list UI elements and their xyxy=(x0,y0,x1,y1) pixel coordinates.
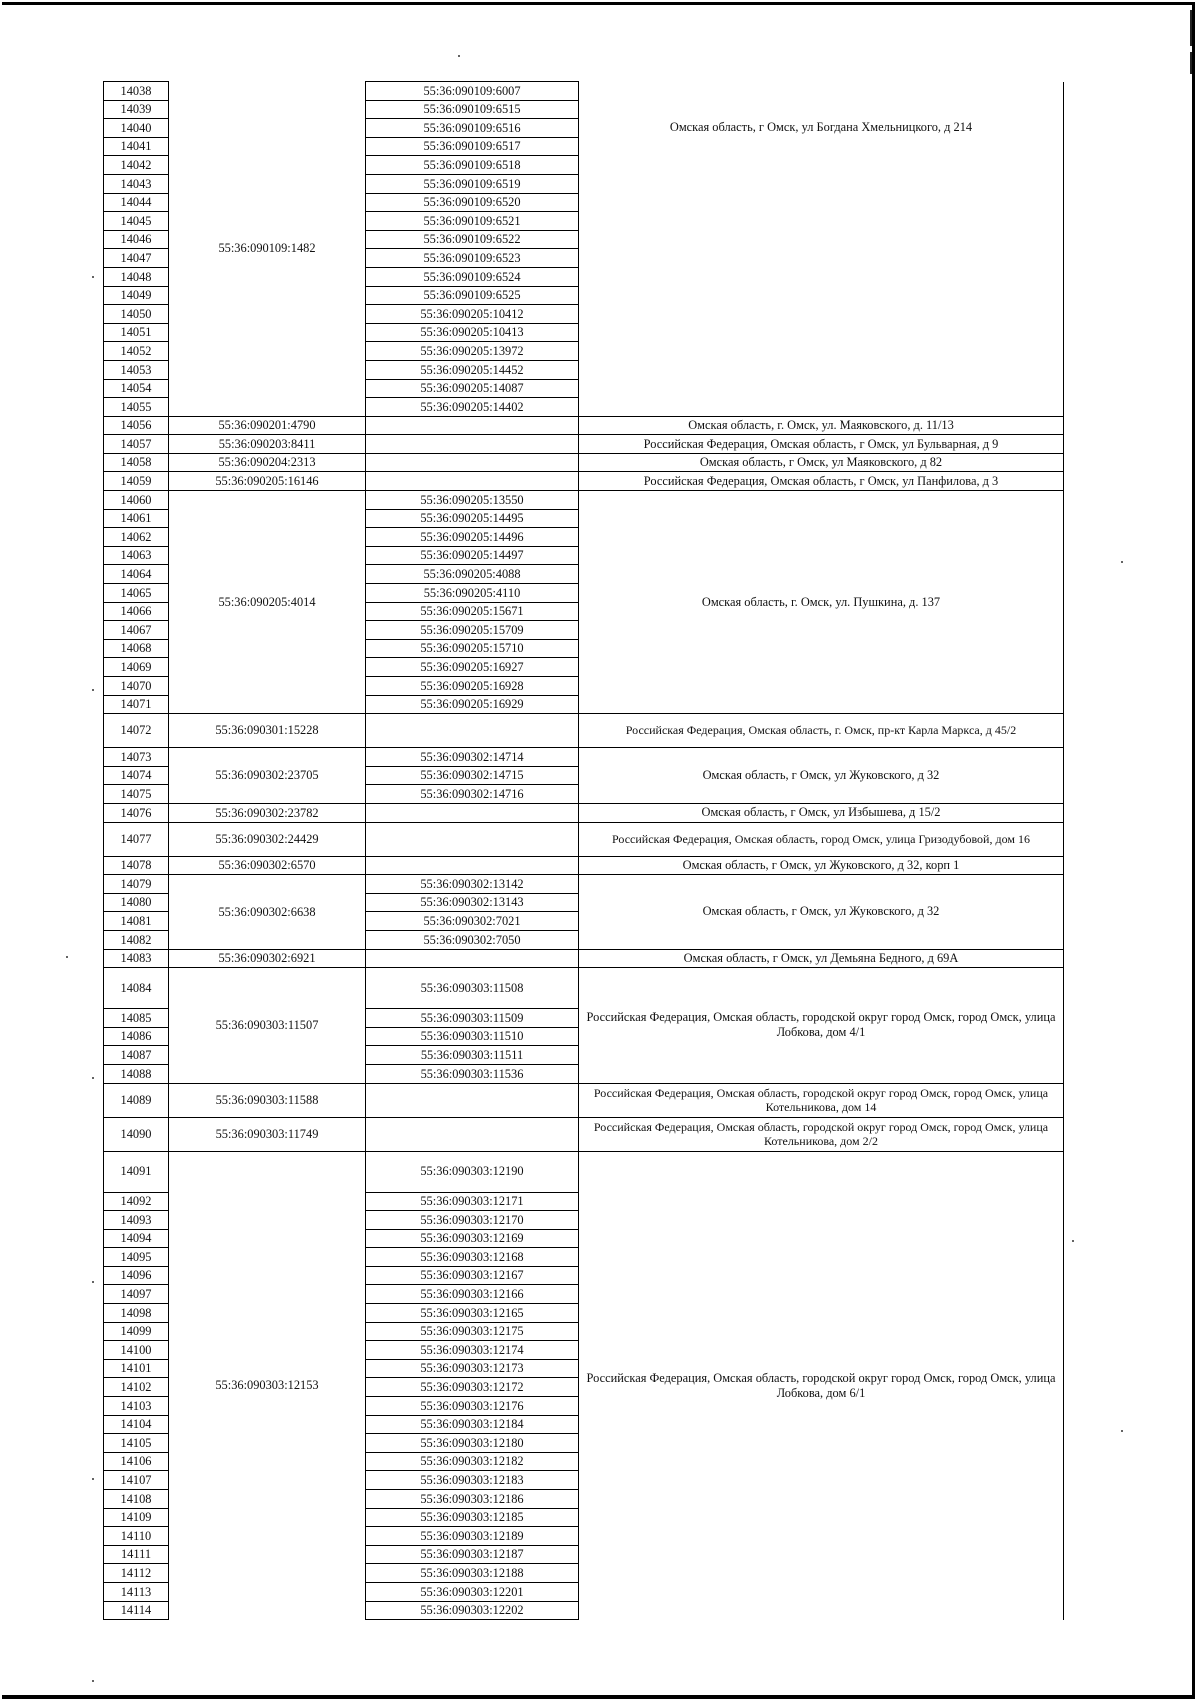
cadastral-number-cell: 55:36:090303:11507 xyxy=(169,968,366,1083)
object-cadastral-number-cell: 55:36:090303:12175 xyxy=(366,1322,579,1341)
row-number-cell: 14085 xyxy=(104,1009,169,1028)
row-number-cell: 14046 xyxy=(104,230,169,249)
object-cadastral-number-cell: 55:36:090303:11510 xyxy=(366,1027,579,1046)
row-number-cell: 14091 xyxy=(104,1151,169,1192)
row-number-cell: 14103 xyxy=(104,1397,169,1416)
row-number-cell: 14080 xyxy=(104,893,169,912)
row-number-cell: 14104 xyxy=(104,1415,169,1434)
cadastral-register-table xyxy=(103,81,1064,1620)
object-cadastral-number-cell: 55:36:090109:6517 xyxy=(366,137,579,156)
object-cadastral-number-cell: 55:36:090303:12188 xyxy=(366,1564,579,1583)
object-cadastral-number-cell: 55:36:090303:12187 xyxy=(366,1545,579,1564)
row-number-cell: 14100 xyxy=(104,1341,169,1360)
row-number-cell: 14059 xyxy=(104,472,169,491)
object-cadastral-number-cell: 55:36:090205:15671 xyxy=(366,602,579,621)
cadastral-number-cell: 55:36:090109:1482 xyxy=(218,241,316,256)
object-cadastral-number-cell: 55:36:090109:6522 xyxy=(366,230,579,249)
row-number-cell: 14111 xyxy=(104,1545,169,1564)
object-cadastral-number-cell: 55:36:090303:12174 xyxy=(366,1341,579,1360)
row-number-cell: 14081 xyxy=(104,912,169,931)
row-number-cell: 14093 xyxy=(104,1211,169,1230)
row-number-cell: 14105 xyxy=(104,1434,169,1453)
row-number-cell: 14038 xyxy=(104,82,169,101)
table-row xyxy=(104,822,1064,856)
table-row xyxy=(104,1117,1064,1151)
address-cell: Омская область, г Омск, ул Жуковского, д 32 xyxy=(579,875,1064,949)
row-number-cell: 14108 xyxy=(104,1490,169,1509)
object-cadastral-number-cell: 55:36:090303:11509 xyxy=(366,1009,579,1028)
cadastral-number-cell: 55:36:090302:23782 xyxy=(169,803,366,822)
scan-speck xyxy=(1121,561,1123,563)
row-number-cell: 14062 xyxy=(104,528,169,547)
row-number-cell: 14065 xyxy=(104,584,169,603)
object-cadastral-number-cell: 55:36:090302:14715 xyxy=(366,766,579,785)
scan-mark xyxy=(1190,52,1192,74)
address-cell: Российская Федерация, Омская область, город Омск, улица Гризодубовой, дом 16 xyxy=(579,822,1064,856)
object-cadastral-number-cell: 55:36:090303:12165 xyxy=(366,1304,579,1323)
cadastral-number-cell: 55:36:090301:15228 xyxy=(169,714,366,748)
row-number-cell: 14071 xyxy=(104,695,169,714)
object-cadastral-number-cell: 55:36:090303:12180 xyxy=(366,1434,579,1453)
object-cadastral-number-cell: 55:36:090303:12171 xyxy=(366,1192,579,1211)
cadastral-number-cell: 55:36:090302:6638 xyxy=(169,875,366,949)
address-cell: Омская область, г. Омск, ул. Пушкина, д. 137 xyxy=(579,491,1064,714)
row-number-cell: 14110 xyxy=(104,1527,169,1546)
object-cadastral-number-cell: 55:36:090109:6518 xyxy=(366,156,579,175)
object-cadastral-number-cell: 55:36:090205:14496 xyxy=(366,528,579,547)
row-number-cell: 14069 xyxy=(104,658,169,677)
object-cadastral-number-cell: 55:36:090303:11511 xyxy=(366,1046,579,1065)
row-number-cell: 14095 xyxy=(104,1248,169,1267)
object-cadastral-number-cell: 55:36:090303:12184 xyxy=(366,1415,579,1434)
row-number-cell: 14088 xyxy=(104,1064,169,1083)
object-cadastral-number-cell: 55:36:090303:12169 xyxy=(366,1229,579,1248)
row-number-cell: 14090 xyxy=(104,1117,169,1151)
object-cadastral-number-cell xyxy=(366,453,579,472)
object-cadastral-number-cell: 55:36:090205:15710 xyxy=(366,639,579,658)
table-row xyxy=(104,968,1064,1009)
object-cadastral-number-cell: 55:36:090302:13143 xyxy=(366,893,579,912)
row-number-cell: 14053 xyxy=(104,360,169,379)
object-cadastral-number-cell xyxy=(366,856,579,875)
cadastral-number-cell: 55:36:090302:23705 xyxy=(169,748,366,804)
row-number-cell: 14047 xyxy=(104,249,169,268)
row-number-cell: 14098 xyxy=(104,1304,169,1323)
object-cadastral-number-cell: 55:36:090205:13972 xyxy=(366,342,579,361)
object-cadastral-number-cell: 55:36:090303:12176 xyxy=(366,1397,579,1416)
row-number-cell: 14107 xyxy=(104,1471,169,1490)
table-row xyxy=(104,82,1064,101)
object-cadastral-number-cell: 55:36:090205:14495 xyxy=(366,509,579,528)
object-cadastral-number-cell xyxy=(366,803,579,822)
scan-speck xyxy=(92,1077,94,1079)
row-number-cell: 14043 xyxy=(104,174,169,193)
scan-speck xyxy=(92,1478,94,1480)
object-cadastral-number-cell: 55:36:090303:12183 xyxy=(366,1471,579,1490)
object-cadastral-number-cell: 55:36:090303:12189 xyxy=(366,1527,579,1546)
scan-speck xyxy=(1121,1430,1123,1432)
cadastral-number-cell: 55:36:090303:11588 xyxy=(169,1083,366,1117)
object-cadastral-number-cell: 55:36:090205:16929 xyxy=(366,695,579,714)
object-cadastral-number-cell: 55:36:090303:12182 xyxy=(366,1452,579,1471)
object-cadastral-number-cell xyxy=(366,1083,579,1117)
cadastral-number-cell: 55:36:090302:6921 xyxy=(169,949,366,968)
cadastral-number-cell: 55:36:090303:11749 xyxy=(169,1117,366,1151)
row-number-cell: 14087 xyxy=(104,1046,169,1065)
row-number-cell: 14048 xyxy=(104,267,169,286)
row-number-cell: 14083 xyxy=(104,949,169,968)
row-number-cell: 14067 xyxy=(104,621,169,640)
cadastral-number-cell: 55:36:090205:16146 xyxy=(169,472,366,491)
row-number-cell: 14051 xyxy=(104,323,169,342)
object-cadastral-number-cell: 55:36:090303:12166 xyxy=(366,1285,579,1304)
object-cadastral-number-cell xyxy=(366,472,579,491)
object-cadastral-number-cell: 55:36:090302:7050 xyxy=(366,930,579,949)
cadastral-number-cell: 55:36:090203:8411 xyxy=(169,435,366,454)
row-number-cell: 14061 xyxy=(104,509,169,528)
row-number-cell: 14075 xyxy=(104,785,169,804)
object-cadastral-number-cell: 55:36:090205:4088 xyxy=(366,565,579,584)
object-cadastral-number-cell: 55:36:090302:13142 xyxy=(366,875,579,894)
object-cadastral-number-cell: 55:36:090109:6521 xyxy=(366,212,579,231)
row-number-cell: 14109 xyxy=(104,1508,169,1527)
object-cadastral-number-cell: 55:36:090109:6515 xyxy=(366,100,579,119)
object-cadastral-number-cell: 55:36:090109:6007 xyxy=(366,82,579,101)
row-number-cell: 14070 xyxy=(104,677,169,696)
cadastral-number-cell: 55:36:090302:6570 xyxy=(169,856,366,875)
address-cell: Омская область, г Омск, ул Избышева, д 15/2 xyxy=(579,803,1064,822)
object-cadastral-number-cell: 55:36:090205:13550 xyxy=(366,491,579,510)
row-number-cell: 14099 xyxy=(104,1322,169,1341)
table-row xyxy=(104,748,1064,767)
row-number-cell: 14102 xyxy=(104,1378,169,1397)
address-cell: Российская Федерация, Омская область, городской округ город Омск, город Омск, улица Лобкова, дом 4/1 xyxy=(579,968,1064,1083)
row-number-cell: 14042 xyxy=(104,156,169,175)
object-cadastral-number-cell: 55:36:090303:11536 xyxy=(366,1064,579,1083)
cadastral-number-cell: 55:36:090302:24429 xyxy=(169,822,366,856)
object-cadastral-number-cell: 55:36:090303:12167 xyxy=(366,1266,579,1285)
object-cadastral-number-cell: 55:36:090303:12173 xyxy=(366,1359,579,1378)
row-number-cell: 14113 xyxy=(104,1582,169,1601)
scan-speck xyxy=(1072,1240,1074,1242)
object-cadastral-number-cell: 55:36:090205:15709 xyxy=(366,621,579,640)
row-number-cell: 14077 xyxy=(104,822,169,856)
object-cadastral-number-cell xyxy=(366,1117,579,1151)
object-cadastral-number-cell: 55:36:090109:6524 xyxy=(366,267,579,286)
object-cadastral-number-cell: 55:36:090303:12185 xyxy=(366,1508,579,1527)
address-cell: Омская область, г Омск, ул Маяковского, д 82 xyxy=(579,453,1064,472)
row-number-cell: 14049 xyxy=(104,286,169,305)
object-cadastral-number-cell: 55:36:090109:6523 xyxy=(366,249,579,268)
row-number-cell: 14073 xyxy=(104,748,169,767)
table-row xyxy=(104,435,1064,454)
row-number-cell: 14079 xyxy=(104,875,169,894)
object-cadastral-number-cell xyxy=(366,714,579,748)
table-row xyxy=(104,491,1064,510)
row-number-cell: 14076 xyxy=(104,803,169,822)
table-row xyxy=(104,856,1064,875)
table-row xyxy=(104,949,1064,968)
object-cadastral-number-cell: 55:36:090303:12190 xyxy=(366,1151,579,1192)
object-cadastral-number-cell: 55:36:090205:10413 xyxy=(366,323,579,342)
table-row xyxy=(104,453,1064,472)
scan-mark xyxy=(1190,10,1192,46)
object-cadastral-number-cell: 55:36:090205:16927 xyxy=(366,658,579,677)
row-number-cell: 14052 xyxy=(104,342,169,361)
row-number-cell: 14096 xyxy=(104,1266,169,1285)
row-number-cell: 14058 xyxy=(104,453,169,472)
object-cadastral-number-cell: 55:36:090303:12172 xyxy=(366,1378,579,1397)
row-number-cell: 14056 xyxy=(104,416,169,435)
address-cell: Российская Федерация, Омская область, г Омск, ул Панфилова, д 3 xyxy=(579,472,1064,491)
cadastral-number-cell: 55:36:090205:4014 xyxy=(169,491,366,714)
row-number-cell: 14078 xyxy=(104,856,169,875)
object-cadastral-number-cell: 55:36:090303:11508 xyxy=(366,968,579,1009)
table-row xyxy=(104,1083,1064,1117)
row-number-cell: 14106 xyxy=(104,1452,169,1471)
scan-speck xyxy=(458,55,460,57)
scan-speck xyxy=(92,276,94,278)
row-number-cell: 14063 xyxy=(104,546,169,565)
object-cadastral-number-cell: 55:36:090205:14452 xyxy=(366,360,579,379)
row-number-cell: 14092 xyxy=(104,1192,169,1211)
object-cadastral-number-cell: 55:36:090302:14716 xyxy=(366,785,579,804)
object-cadastral-number-cell: 55:36:090205:14087 xyxy=(366,379,579,398)
table-row xyxy=(104,416,1064,435)
cadastral-number-cell: 55:36:090303:12153 xyxy=(169,1151,366,1620)
row-number-cell: 14072 xyxy=(104,714,169,748)
row-number-cell: 14074 xyxy=(104,766,169,785)
row-number-cell: 14094 xyxy=(104,1229,169,1248)
object-cadastral-number-cell xyxy=(366,435,579,454)
object-cadastral-number-cell: 55:36:090303:12202 xyxy=(366,1601,579,1620)
table-row xyxy=(104,875,1064,894)
row-number-cell: 14112 xyxy=(104,1564,169,1583)
address-cell: Российская Федерация, Омская область, городской округ город Омск, город Омск, улица Котельникова, дом 14 xyxy=(579,1083,1064,1117)
row-number-cell: 14082 xyxy=(104,930,169,949)
address-cell: Омская область, г Омск, ул Жуковского, д 32 xyxy=(579,748,1064,804)
row-number-cell: 14044 xyxy=(104,193,169,212)
cadastral-number-cell: 55:36:090201:4790 xyxy=(169,416,366,435)
row-number-cell: 14040 xyxy=(104,119,169,138)
object-cadastral-number-cell: 55:36:090205:14402 xyxy=(366,398,579,417)
row-number-cell: 14055 xyxy=(104,398,169,417)
address-cell: Омская область, г. Омск, ул. Маяковского, д. 11/13 xyxy=(579,416,1064,435)
table-row xyxy=(104,472,1064,491)
address-cell: Российская Федерация, Омская область, городской округ город Омск, город Омск, улица Котельникова, дом 2/2 xyxy=(579,1117,1064,1151)
row-number-cell: 14060 xyxy=(104,491,169,510)
scan-speck xyxy=(92,1680,94,1682)
scan-speck xyxy=(92,1281,94,1283)
address-cell: Омская область, г Омск, ул Богдана Хмельницкого, д 214 xyxy=(579,82,1064,417)
object-cadastral-number-cell: 55:36:090205:4110 xyxy=(366,584,579,603)
object-cadastral-number-cell xyxy=(366,822,579,856)
table-row xyxy=(104,803,1064,822)
row-number-cell: 14054 xyxy=(104,379,169,398)
address-cell: Российская Федерация, Омская область, г. Омск, пр-кт Карла Маркса, д 45/2 xyxy=(579,714,1064,748)
object-cadastral-number-cell: 55:36:090302:14714 xyxy=(366,748,579,767)
row-number-cell: 14089 xyxy=(104,1083,169,1117)
row-number-cell: 14068 xyxy=(104,639,169,658)
register-body xyxy=(104,82,1064,1620)
object-cadastral-number-cell xyxy=(366,416,579,435)
address-cell: Российская Федерация, Омская область, городской округ город Омск, город Омск, улица Лобкова, дом 6/1 xyxy=(579,1151,1064,1620)
address-cell: Омская область, г Омск, ул Демьяна Бедного, д 69А xyxy=(579,949,1064,968)
table-row xyxy=(104,1151,1064,1192)
row-number-cell: 14041 xyxy=(104,137,169,156)
row-number-cell: 14050 xyxy=(104,305,169,324)
object-cadastral-number-cell: 55:36:090303:12170 xyxy=(366,1211,579,1230)
object-cadastral-number-cell: 55:36:090109:6516 xyxy=(366,119,579,138)
row-number-cell: 14045 xyxy=(104,212,169,231)
object-cadastral-number-cell: 55:36:090205:10412 xyxy=(366,305,579,324)
row-number-cell: 14101 xyxy=(104,1359,169,1378)
row-number-cell: 14086 xyxy=(104,1027,169,1046)
object-cadastral-number-cell: 55:36:090109:6519 xyxy=(366,174,579,193)
object-cadastral-number-cell: 55:36:090109:6520 xyxy=(366,193,579,212)
address-cell: Омская область, г Омск, ул Жуковского, д 32, корп 1 xyxy=(579,856,1064,875)
cadastral-number-cell: 55:36:090204:2313 xyxy=(169,453,366,472)
row-number-cell: 14114 xyxy=(104,1601,169,1620)
scan-speck xyxy=(92,689,94,691)
row-number-cell: 14057 xyxy=(104,435,169,454)
row-number-cell: 14039 xyxy=(104,100,169,119)
address-cell: Российская Федерация, Омская область, г Омск, ул Бульварная, д 9 xyxy=(579,435,1064,454)
object-cadastral-number-cell: 55:36:090303:12168 xyxy=(366,1248,579,1267)
object-cadastral-number-cell: 55:36:090109:6525 xyxy=(366,286,579,305)
scan-speck xyxy=(66,956,68,958)
row-number-cell: 14097 xyxy=(104,1285,169,1304)
object-cadastral-number-cell: 55:36:090302:7021 xyxy=(366,912,579,931)
object-cadastral-number-cell: 55:36:090205:16928 xyxy=(366,677,579,696)
object-cadastral-number-cell: 55:36:090303:12201 xyxy=(366,1582,579,1601)
table-row xyxy=(104,714,1064,748)
row-number-cell: 14064 xyxy=(104,565,169,584)
object-cadastral-number-cell: 55:36:090303:12186 xyxy=(366,1490,579,1509)
row-number-cell: 14066 xyxy=(104,602,169,621)
object-cadastral-number-cell: 55:36:090205:14497 xyxy=(366,546,579,565)
object-cadastral-number-cell xyxy=(366,949,579,968)
row-number-cell: 14084 xyxy=(104,968,169,1009)
